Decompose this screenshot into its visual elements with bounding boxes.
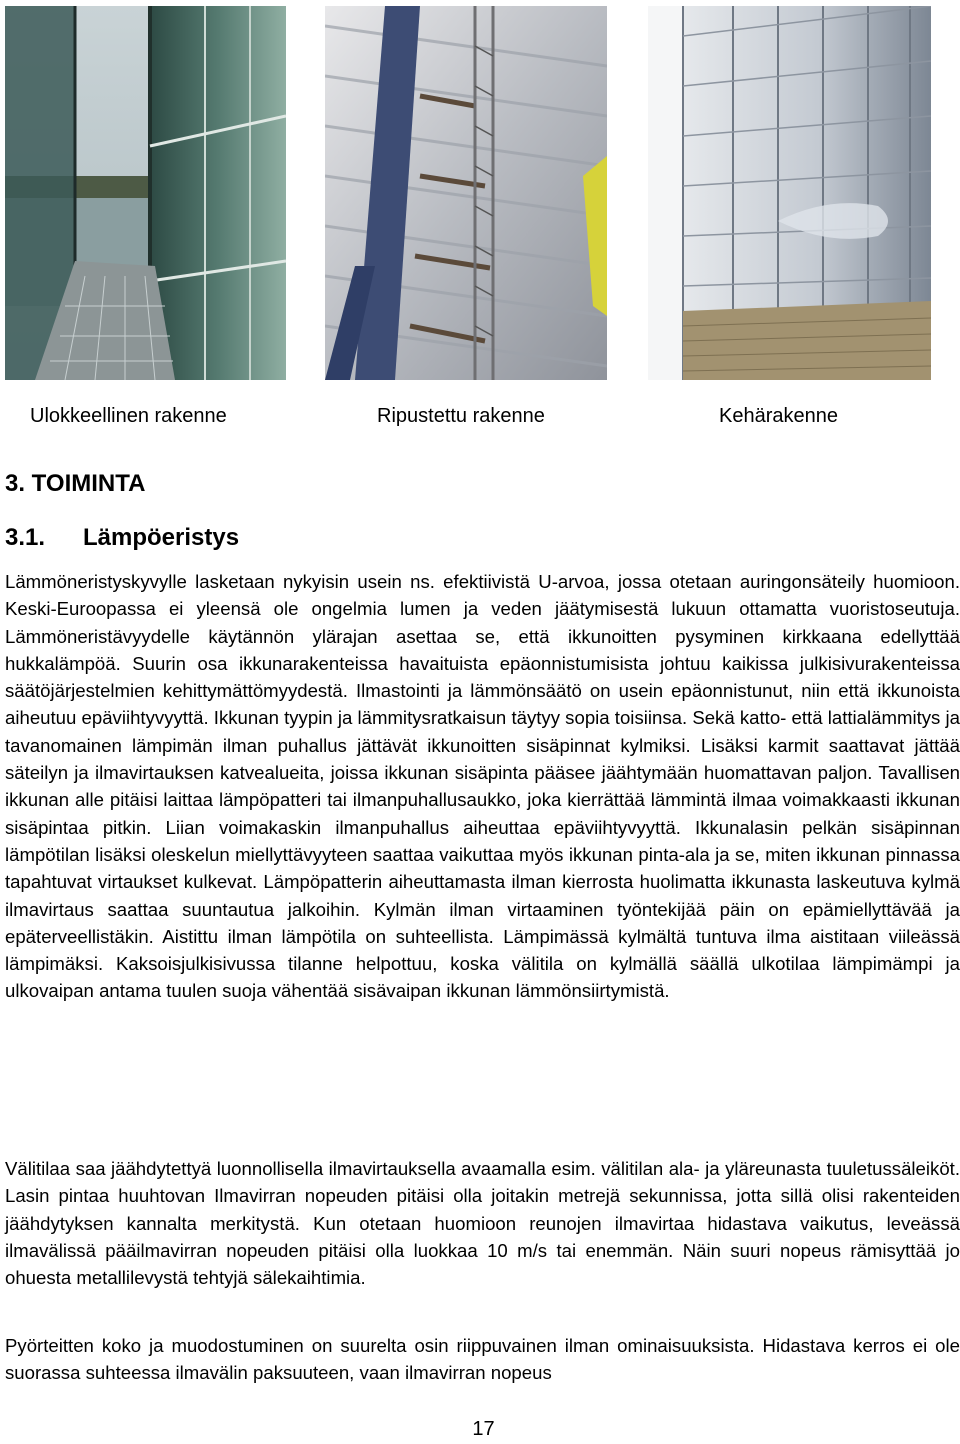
body-paragraph: Lämmöneristyskyvylle lasketaan nykyisin usein ns. efektiivistä U-arvoa, jossa otetaan auringonsäteily huomioon. Keski-Euroopassa ei yleensä ole ongelmia lumen ja veden jäätymisestä lukuun ottamatta vuoristoseutuja. Lämmöneristävyydelle käytännön ylärajan asettaa se, että ikkunoitten pysyminen kirkkaana edellyttää hukkalämpöä. Suurin osa ikkunarakenteissa havaituista epäonnistumisista johtuu kaikissa julkisivurakenteissa säätöjärjestelmien kehittymättömyydestä. Ilmastointi ja lämmönsäätö on usein epäonnistunut, niin että ikkunoista aiheutuu epäviihtyvyyttä. Ikkunan tyypin ja lämmitysratkaisun täytyy sopia toisiinsa. Sekä katto- että lattialämmitys ja tavanomainen lämpimän ilman puhallus jättävät ikkunoitten sisäpinnat kylmiksi. Lisäksi karmit saattavat jättää säteilyn ja ilmavirtauksen katvealueita, joissa ikkunan sisäpinta pääsee jäähtymään huomattavan paljon. Tavallisen ikkunan alle pitäisi laittaa lämpöpatteri tai ilmanpuhallusaukko, joka kierrättää lämmintä ilmaa voimakkaasti ikkunan sisäpintaa pitkin. Liian voimakaskin ilmanpuhallus aiheuttaa epäviihtyvyyttä. Ikkunalasin pelkän sisäpinnan lämpötilan lisäksi oleskelun miellyttävyyteen saattaa vaikuttaa myös ikkunan pinta-ala ja se, miten ikkunan pinnassa tapahtuvat virtaukset kulkevat. Lämpöpatterin aiheuttamasta ilman kierrosta huolimatta ikkunasta laskeutuva kylmä ilmavirtaus saattaa suuntautua jalkoihin. Kylmän ilman virtaaminen työntekijää päin on epämiellyttävää ja epäterveellistäkin. Aistittu ilman lämpötila on suhteellista. Lämpimässä kylmältä tuntuva ilma aistitaan viileässä lämpimäksi. Kaksoisjulkisivussa tilanne helpottuu, koska välitila on kylmällä säällä ulkotilaa lämpimämpi ja ulkovaipan antama tuulen suoja vähentää sisävaipan ikkunan lämmönsiirtymistä. (5, 571, 960, 1002)
photo-frame-structure (648, 6, 931, 380)
figure-caption-suspended: Ripustettu rakenne (377, 405, 545, 427)
subsection-heading (5, 524, 239, 552)
figure-caption-cantilevered: Ulokkeellinen rakenne (30, 405, 227, 427)
section-heading: 3. TOIMINTA (5, 470, 146, 497)
photo-suspended-structure (325, 6, 607, 380)
subsection-number: 3.1. (5, 524, 46, 551)
body-paragraph: Välitilaa saa jäähdytettyä luonnollisella ilmavirtauksella avaamalla esim. välitilan ala- ja yläreunasta tuuletussäleiköt. Lasin pintaa huuhtovan Ilmavirran nopeuden pitäisi olla joitakin metrejä sekunnissa, jotta sillä olisi rakenteiden jäähdytyksen kannalta merkitystä. Kun otetaan huomioon reunojen ilmavirtaa hidastava vaikutus, leveässä ilmavälissä pääilmavirran nopeuden pitäisi olla luokkaa 10 m/s tai enemmän. Näin suuri nopeus rämisyttää jo ohuesta metallilevystä tehtyjä sälekaihtimia. (5, 1158, 960, 1289)
page-number: 17 (472, 1418, 495, 1440)
photo-cantilevered-structure (5, 6, 286, 380)
body-paragraph: Pyörteitten koko ja muodostuminen on suurelta osin riippuvainen ilman ominaisuuksista. Hidastava kerros ei ole suorassa suhteessa ilmavälin paksuuteen, vaan ilmavirran nopeus (5, 1335, 960, 1384)
figure-caption-frame: Kehärakenne (719, 405, 838, 427)
subsection-title: Lämpöeristys (83, 524, 240, 551)
